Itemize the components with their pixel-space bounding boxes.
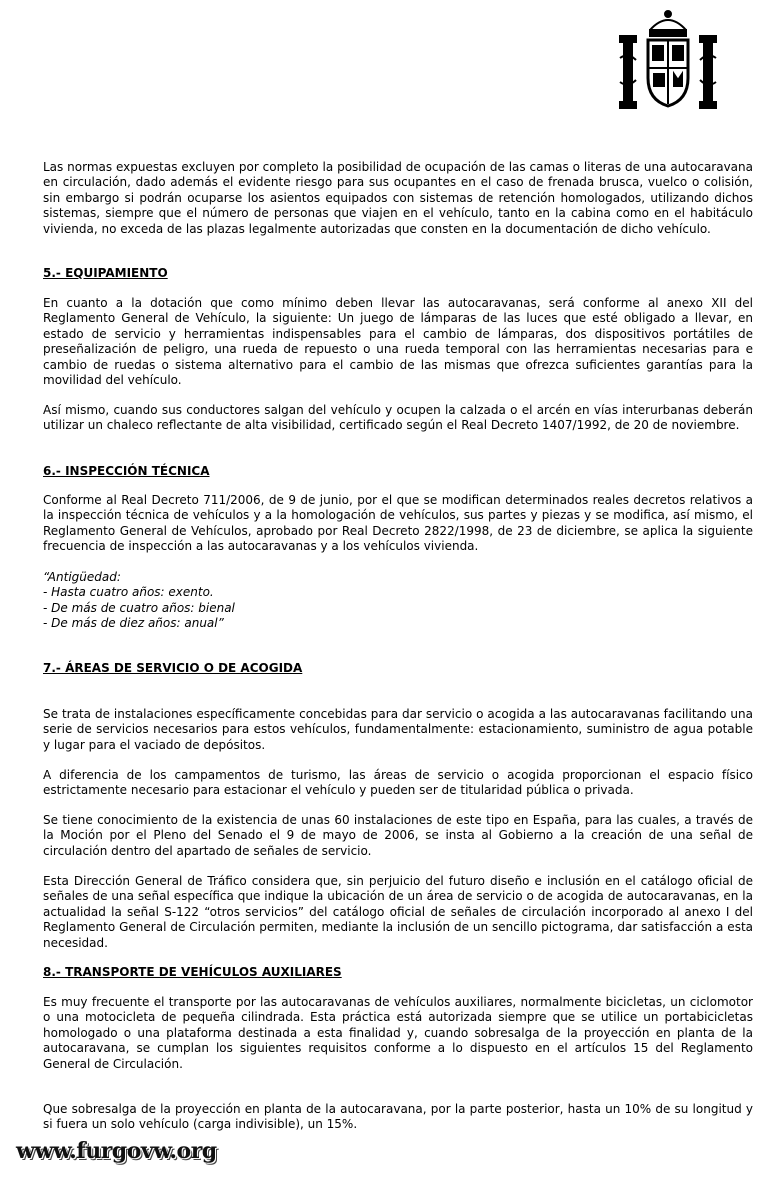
section-5-heading: 5.- EQUIPAMIENTO [43, 266, 168, 280]
section-7-paragraph-3: Se tiene conocimiento de la existencia de unas 60 instalaciones de este tipo en España, para las cuales, a través de la Moción por el Pleno del Senado el 9 de mayo de 2006, se insta al Gobierno a la creación de una señal de circulación dentro del apartado de señales de servicio. [43, 813, 753, 858]
section-7-paragraph-4: Esta Dirección General de Tráfico considera que, sin perjuicio del futuro diseño e inclusión en el catálogo oficial de señales de una señal específica que indique la ubicación de un área de servicio o de acogida de autocaravanas, en la actualidad la señal S-122 “otros servicios” del catálogo oficial de señales de circulación incorporado al anexo I del Reglamento General de Circulación permiten, mediante la inclusión de un sencillo pictograma, dar satisfacción a esta necesidad. [43, 874, 753, 950]
section-6-paragraph-1: Conforme al Real Decreto 711/2006, de 9 de junio, por el que se modifican determinados reales decretos relativos a la inspección técnica de vehículos y a la homologación de vehículos, sus partes y piezas y se modifica, así mismo, el Reglamento General de Vehículos, aprobado por Real Decreto 2822/1998, de 23 de diciembre, se aplica la siguiente frecuencia de inspección a las autocaravanas y a los vehículos vivienda. [43, 493, 753, 554]
section-5-paragraph-2: Así mismo, cuando sus conductores salgan del vehículo y ocupen la calzada o el arcén en vías interurbanas deberán utilizar un chaleco reflectante de alta visibilidad, certificado según el Real Decreto 1407/1992, de 20 de noviembre. [43, 403, 753, 433]
section-7-paragraph-1: Se trata de instalaciones específicamente concebidas para dar servicio o acogida a las autocaravanas facilitando una serie de servicios necesarios para estos vehículos, fundamentalmente: estacionamiento, suministro de agua potable y lugar para el vaciado de depósitos. [43, 707, 753, 752]
section-8-paragraph-2: Que sobresalga de la proyección en planta de la autocaravana, por la parte posterior, hasta un 10% de su longitud y si fuera un solo vehículo (carga indivisible), un 15%. [43, 1102, 753, 1132]
quote-line: - De más de cuatro años: bienal [43, 600, 235, 615]
intro-paragraph: Las normas expuestas excluyen por completo la posibilidad de ocupación de las camas o literas de una autocaravana en circulación, dado además el evidente riesgo para sus ocupantes en el caso de frenada brusca, vuelco o colisión, sin embargo si podrán ocuparse los asientos equipados con sistemas de retención homologados, utilizando dichos sistemas, siempre que el número de personas que viajen en el vehículo, tanto en la cabina como en el habitáculo vivienda, no exceda de las plazas legalmente autorizadas que consten en la documentación de dicho vehículo. [43, 160, 753, 236]
section-8-heading: 8.- TRANSPORTE DE VEHÍCULOS AUXILIARES [43, 965, 342, 979]
section-7-paragraph-2: A diferencia de los campamentos de turismo, las áreas de servicio o acogida proporcionan el espacio físico estrictamente necesario para estacionar el vehículo y pueden ser de titularidad pública o privada. [43, 768, 753, 798]
section-5-paragraph-1: En cuanto a la dotación que como mínimo deben llevar las autocaravanas, será conforme al anexo XII del Reglamento General de Vehículo, la siguiente: Un juego de lámparas de las luces que esté obligado a llevar, en estado de servicio y herramientas indispensables para el cambio de lámparas, dos dispositivos portátiles de preseñalización de peligro, una rueda de repuesto o una rueda temporal con las herramientas necesarias para e cambio de ruedas o sistema alternativo para el cambio de las mismas que ofrezca suficientes garantías para la movilidad del vehículo. [43, 296, 753, 388]
section-7-heading: 7.- ÁREAS DE SERVICIO O DE ACOGIDA [43, 661, 303, 675]
section-8-paragraph-1: Es muy frecuente el transporte por las autocaravanas de vehículos auxiliares, normalmente bicicletas, un ciclomotor o una motocicleta de pequeña cilindrada. Esta práctica está autorizada siempre que se utilice un portabicicletas homologado o una plataforma destinada a esta finalidad y, cuando sobresalga de la proyección en planta de la autocaravana, se cumplan los siguientes requisitos conforme a lo dispuesto en el artículos 15 del Reglamento General de Circulación. [43, 995, 753, 1071]
inspection-frequency-quote [43, 570, 753, 632]
quote-line: - Hasta cuatro años: exento. [43, 585, 214, 600]
coat-of-arms-icon [616, 8, 720, 112]
quote-line: - De más de diez años: anual” [43, 616, 224, 631]
website-watermark: www.furgovw.org [16, 1138, 217, 1164]
quote-line: “Antigüedad: [43, 570, 121, 584]
section-6-heading: 6.- INSPECCIÓN TÉCNICA [43, 464, 210, 478]
